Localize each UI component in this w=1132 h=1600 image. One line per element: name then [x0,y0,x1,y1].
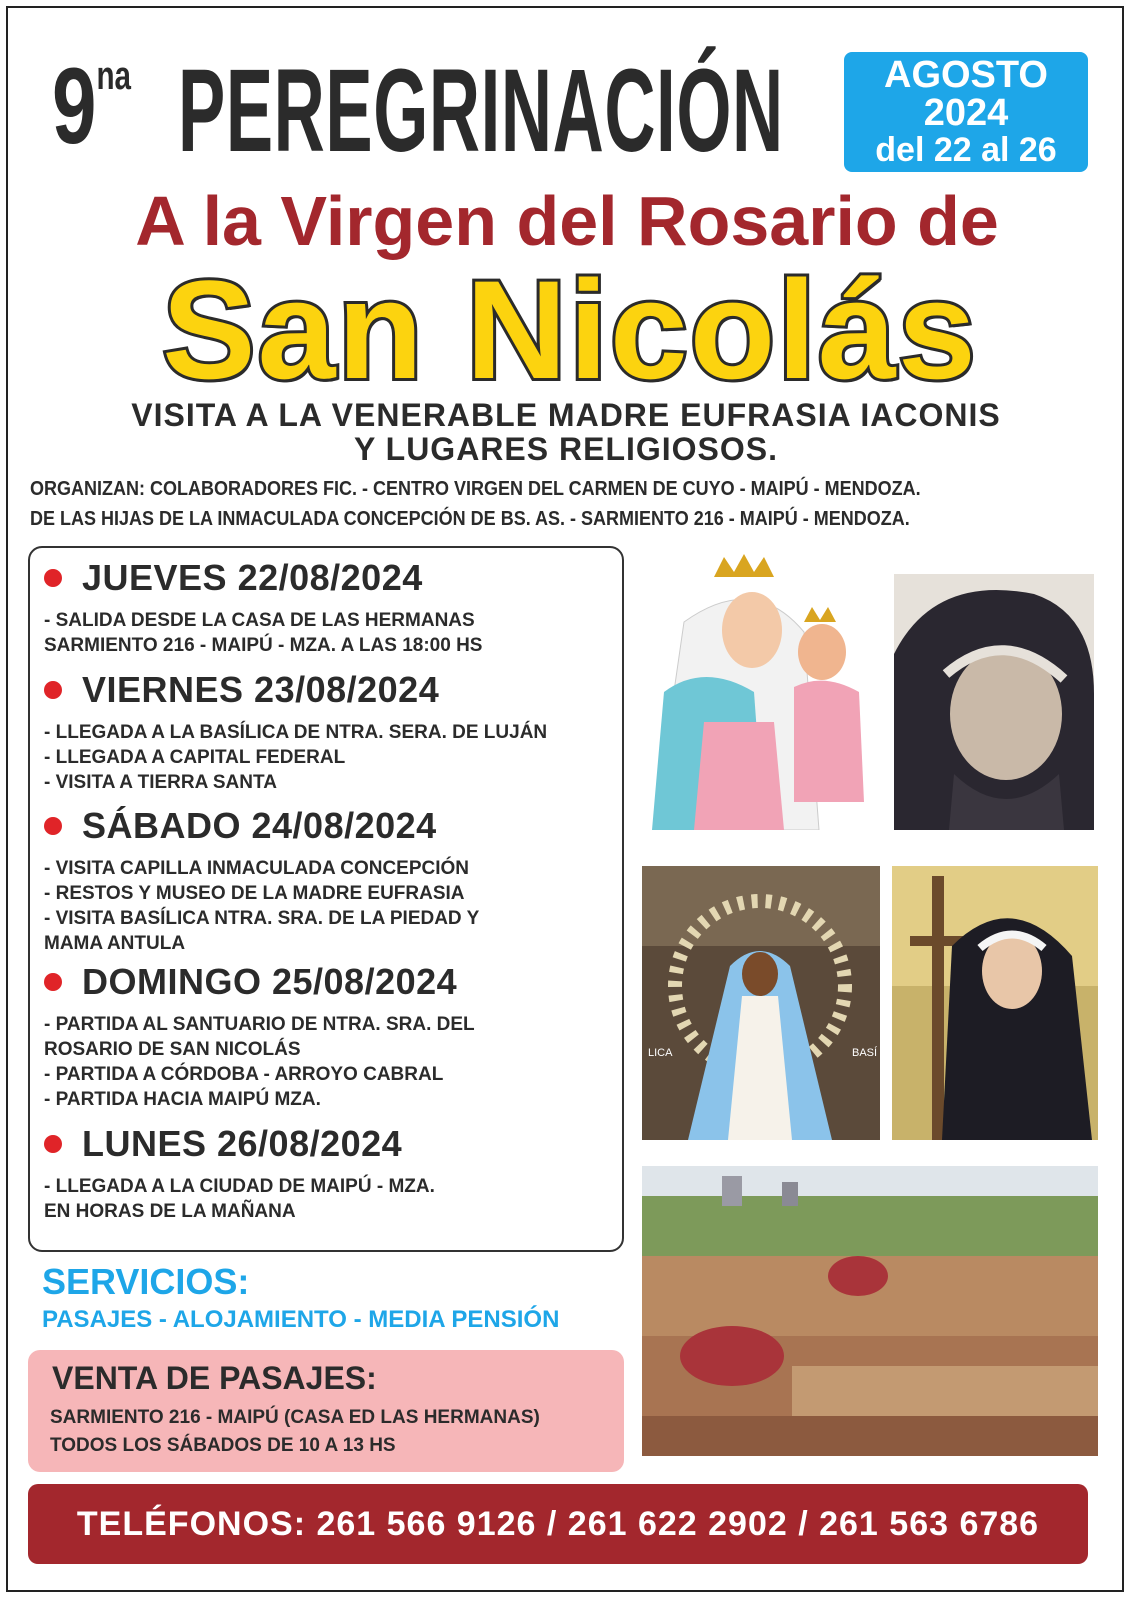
date-badge [844,52,1088,172]
services-title: SERVICIOS: [42,1261,250,1302]
date-year: 2024 [923,92,1009,134]
bullet-icon [44,681,62,699]
lujan-virgin-image [642,866,880,1140]
day-line: - PARTIDA A CÓRDOBA - ARROYO CABRAL [44,1064,444,1085]
day-title: JUEVES 22/08/2024 [82,557,423,598]
ticket-sales-box [28,1350,624,1472]
day-title: DOMINGO 25/08/2024 [82,961,458,1002]
day-line: EN HORAS DE LA MAÑANA [44,1201,296,1222]
bullet-icon [44,973,62,991]
itinerary-day [44,670,547,795]
day-line: MAMA ANTULA [44,933,186,954]
place-title: San Nicolás [162,251,978,408]
visit-line-2: Y LUGARES RELIGIOSOS. [353,431,779,467]
day-line: - RESTOS Y MUSEO DE LA MADRE EUFRASIA [44,883,465,904]
bullet-icon [44,569,62,587]
day-line: - LLEGADA A LA BASÍLICA DE NTRA. SERA. DE LUJÁN [44,722,548,743]
phones-bar: TELÉFONOS: 261 566 9126 / 261 622 2902 / 261 563 6786 [28,1484,1088,1564]
itinerary-day [44,806,479,956]
itinerary-day [44,1124,435,1224]
day-line: SARMIENTO 216 - MAIPÚ - MZA. A LAS 18:00 HS [44,635,483,656]
tierra-santa-park-image [642,1166,1098,1456]
itinerary-day [44,962,475,1112]
bullet-icon [44,817,62,835]
day-line: - PARTIDA AL SANTUARIO DE NTRA. SRA. DEL [44,1014,475,1035]
mama-antula-statue-image [892,866,1098,1140]
madre-eufrasia-photo [894,574,1094,830]
date-month: AGOSTO [884,54,1048,96]
title-ordinal-sup: na [96,54,132,98]
day-line: - VISITA CAPILLA INMACULADA CONCEPCIÓN [44,858,470,879]
day-title: SÁBADO 24/08/2024 [82,805,437,846]
date-range: del 22 al 26 [875,131,1057,169]
services-list: PASAJES - ALOJAMIENTO - MEDIA PENSIÓN [42,1306,560,1333]
title-main: PEREGRINACIÓN [178,45,784,177]
svg-text:BASÍ: BASÍ [852,1047,878,1059]
day-line: - LLEGADA A CAPITAL FEDERAL [44,747,346,768]
visit-line-1: VISITA A LA VENERABLE MADRE EUFRASIA IACONIS [131,397,1001,433]
subtitle: A la Virgen del Rosario de [135,182,999,260]
day-line: ROSARIO DE SAN NICOLÁS [44,1039,301,1060]
itinerary-day [44,558,482,658]
itinerary-box [28,546,624,1252]
visit-description [30,398,1102,466]
bullet-icon [44,1135,62,1153]
svg-text:LICA: LICA [648,1047,673,1059]
day-line: - VISITA BASÍLICA NTRA. SRA. DE LA PIEDAD Y [44,908,480,929]
organizers [30,474,1002,534]
day-title: VIERNES 23/08/2024 [82,669,440,710]
day-line: - SALIDA DESDE LA CASA DE LAS HERMANAS [44,610,475,631]
ticket-sales-title: VENTA DE PASAJES: [52,1360,377,1396]
day-line: - VISITA A TIERRA SANTA [44,772,277,793]
title-ordinal: $9^{na}$ [52,45,132,166]
organizers-line-1: ORGANIZAN: COLABORADORES FIC. - CENTRO VIRGEN DEL CARMEN DE CUYO - MAIPÚ - MENDOZA. [30,478,921,500]
day-line: - PARTIDA HACIA MAIPÚ MZA. [44,1089,321,1110]
ticket-sales-hours: TODOS LOS SÁBADOS DE 10 A 13 HS [50,1435,396,1456]
day-line: - LLEGADA A LA CIUDAD DE MAIPÚ - MZA. [44,1176,435,1197]
virgin-rosary-statue-image [644,552,870,830]
organizers-line-2: DE LAS HIJAS DE LA INMACULADA CONCEPCIÓN DE BS. AS. - SARMIENTO 216 - MAIPÚ - MENDOZA. [30,508,910,530]
day-title: LUNES 26/08/2024 [82,1123,403,1164]
ticket-sales-address: SARMIENTO 216 - MAIPÚ (CASA ED LAS HERMANAS) [50,1407,540,1428]
